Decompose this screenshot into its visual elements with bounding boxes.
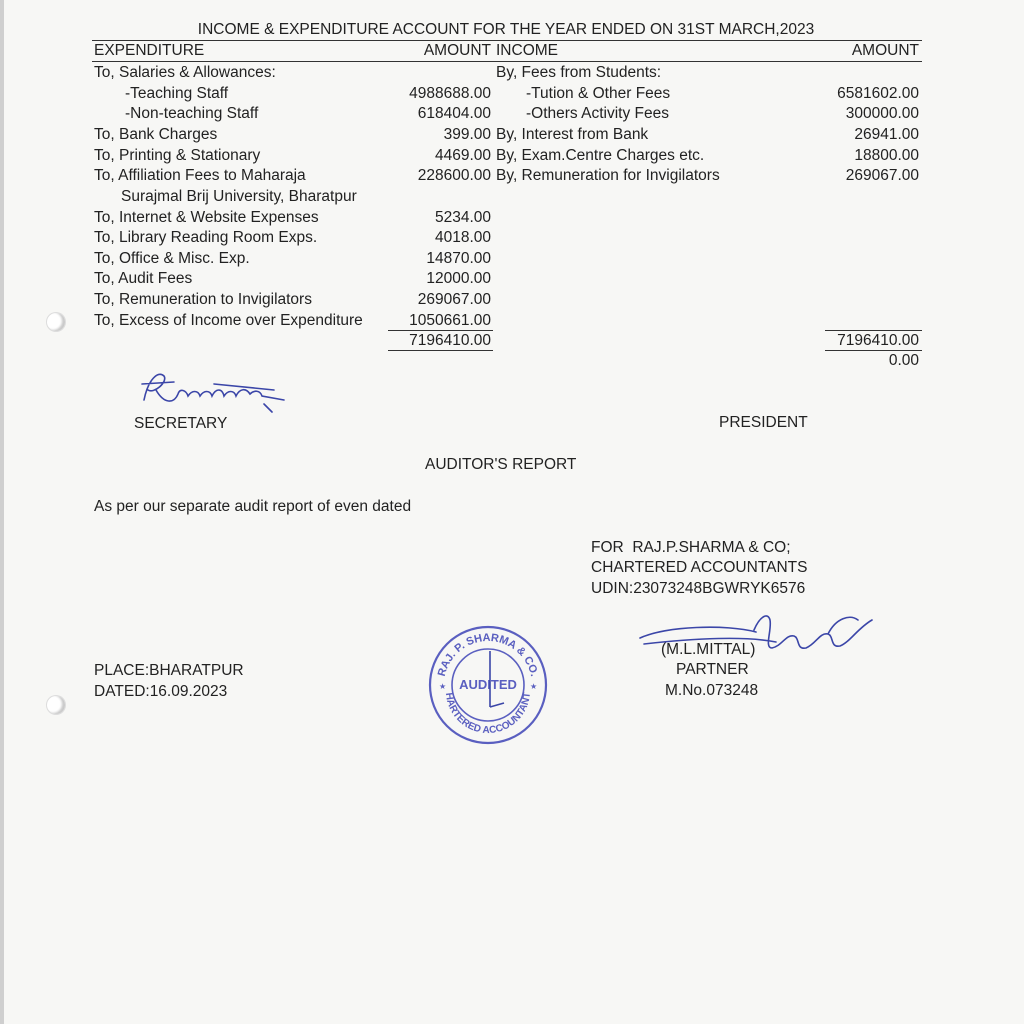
inc-label-0: By, Fees from Students: [496, 64, 662, 81]
secretary-label: SECRETARY [134, 415, 228, 432]
total-left: 7196410.00 [409, 332, 491, 349]
exp-amount-9: 14870.00 [426, 250, 491, 267]
statement-title: INCOME & EXPENDITURE ACCOUNT FOR THE YEAR ENDED ON 31ST MARCH,2023 [197, 21, 815, 38]
exp-label-1: -Teaching Staff [125, 85, 229, 102]
exp-amount-10: 12000.00 [426, 270, 491, 287]
inc-label-1: -Tution & Other Fees [526, 85, 671, 102]
inc-amount-3: 26941.00 [854, 126, 919, 143]
page-edge [0, 0, 4, 1024]
total-left-bottom-rule [388, 350, 493, 351]
auditor-report-heading: AUDITOR'S REPORT [425, 456, 577, 473]
exp-label-0: To, Salaries & Allowances: [94, 64, 276, 81]
partner-membership: M.No.073248 [665, 682, 759, 699]
total-right: 7196410.00 [837, 332, 919, 349]
exp-amount-8: 4018.00 [434, 229, 491, 246]
exp-label-5: To, Affiliation Fees to Maharaja [94, 167, 306, 184]
exp-label-2: -Non-teaching Staff [125, 105, 259, 122]
inc-amount-2: 300000.00 [845, 105, 919, 122]
stamp-top-text: RAJ. P. SHARMA & CO. [435, 631, 541, 678]
exp-label-12: To, Excess of Income over Expenditure [94, 312, 363, 329]
inc-amount-4: 18800.00 [854, 147, 919, 164]
exp-label-7: To, Internet & Website Expenses [94, 209, 319, 226]
inc-amount-5: 269067.00 [845, 167, 919, 184]
exp-label-6: Surajmal Brij University, Bharatpur [121, 188, 357, 205]
header-bottom-rule [92, 61, 922, 62]
place: PLACE:BHARATPUR [94, 662, 244, 679]
exp-label-3: To, Bank Charges [94, 126, 218, 143]
audit-statement: As per our separate audit report of even dated [94, 498, 412, 515]
inc-label-5: By, Remuneration for Invigilators [496, 167, 720, 184]
auditor-firm: FOR RAJ.P.SHARMA & CO; [591, 539, 791, 556]
exp-label-4: To, Printing & Stationary [94, 147, 261, 164]
exp-amount-4: 4469.00 [434, 147, 491, 164]
header-amount-left: AMOUNT [423, 42, 491, 59]
exp-label-8: To, Library Reading Room Exps. [94, 229, 318, 246]
exp-label-9: To, Office & Misc. Exp. [94, 250, 250, 267]
partner-title: PARTNER [676, 661, 749, 678]
total-left-top-rule [388, 330, 493, 331]
exp-amount-7: 5234.00 [434, 209, 491, 226]
president-label: PRESIDENT [719, 414, 808, 431]
auditor-udin: UDIN:23073248BGWRYK6576 [591, 580, 806, 597]
total-difference: 0.00 [888, 352, 919, 369]
inc-label-4: By, Exam.Centre Charges etc. [496, 147, 705, 164]
inc-label-3: By, Interest from Bank [496, 126, 649, 143]
exp-label-11: To, Remuneration to Invigilators [94, 291, 312, 308]
header-top-rule [92, 40, 922, 41]
exp-label-10: To, Audit Fees [94, 270, 193, 287]
exp-amount-11: 269067.00 [417, 291, 491, 308]
exp-amount-12: 1050661.00 [409, 312, 491, 329]
partner-signature [636, 608, 886, 668]
header-expenditure: EXPENDITURE [94, 42, 205, 59]
stamp-star-right: ★ [530, 682, 538, 691]
secretary-signature [134, 360, 304, 420]
exp-amount-5: 228600.00 [417, 167, 491, 184]
exp-amount-3: 399.00 [443, 126, 491, 143]
header-income: INCOME [496, 42, 558, 59]
exp-amount-2: 618404.00 [417, 105, 491, 122]
stamp-bottom-text: CHARTERED ACCOUNTANTS [420, 613, 534, 737]
stamp-star-left: ★ [439, 682, 447, 691]
inc-label-2: -Others Activity Fees [526, 105, 669, 122]
audit-stamp [420, 613, 552, 749]
auditor-designation: CHARTERED ACCOUNTANTS [591, 559, 808, 576]
total-right-top-rule [825, 330, 922, 331]
partner-name: (M.L.MITTAL) [661, 641, 756, 658]
punch-hole-top [47, 313, 65, 331]
exp-amount-1: 4988688.00 [409, 85, 491, 102]
inc-amount-1: 6581602.00 [837, 85, 919, 102]
punch-hole-bottom [47, 696, 65, 714]
total-right-bottom-rule [825, 350, 922, 351]
header-amount-right: AMOUNT [851, 42, 919, 59]
dated: DATED:16.09.2023 [94, 683, 228, 700]
stamp-center-text: AUDITED [459, 677, 517, 692]
